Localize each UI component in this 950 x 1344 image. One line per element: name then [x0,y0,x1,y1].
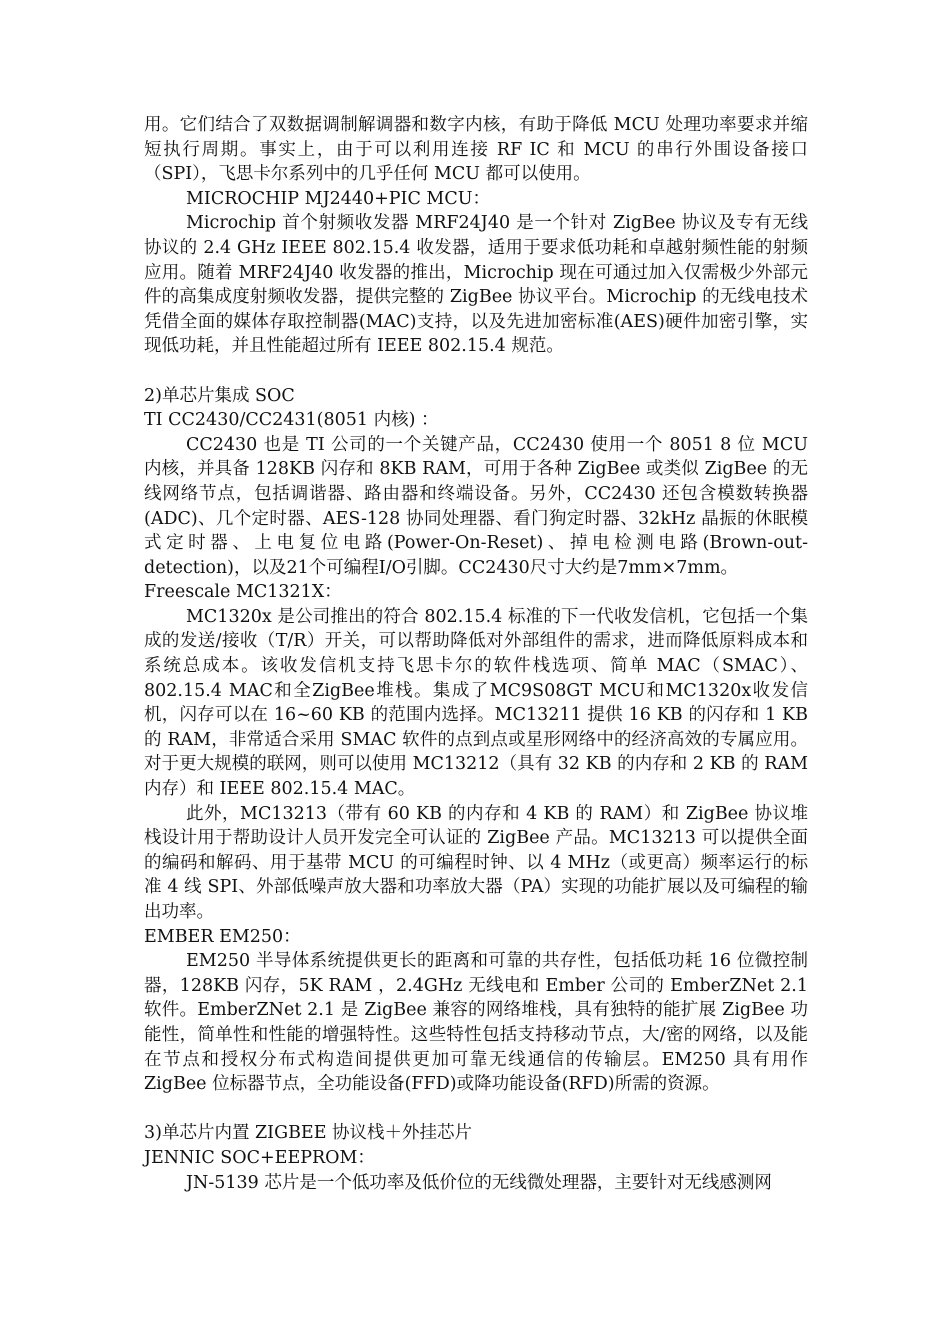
paragraph-mc1320x: MC1320x 是公司推出的符合 802.15.4 标准的下一代收发信机，它包括一个集成的发送/接收（T/R）开关，可以帮助降低对外部组件的需求，进而降低原料成本和系统总成本。该收发信机支持飞思卡尔的软件栈选项、简单 MAC（SMAC）、802.15.4 MAC和全ZigBee堆栈。集成了MC9S08GT MCU和MC1320x收发信机，闪存可以在 16~60 KB 的范围内选择。MC13211 提供 16 KB 的闪存和 1 KB 的 RAM，非常适合采用 SMAC 软件的点到点或星形网络中的经济高效的专属应用。对于更大规模的联网，则可以使用 MC13212（具有 32 KB 的内存和 2 KB 的 RAM 内存）和 IEEE 802.15.4 MAC。 [144,606,808,800]
heading-single-chip-soc: 2)单芯片集成 SOC [144,385,295,406]
paragraph-cc2430: CC2430 也是 TI 公司的一个关键产品，CC2430 使用一个 8051 8 位 MCU 内核，并具备 128KB 闪存和 8KB RAM，可用于各种 ZigBee 或类似 ZigBee 的无线网络节点，包括调谐器、路由器和终端设备。另外，CC2430 还包含模数转换器(ADC)、几个定时器、AES-128 协同处理器、看门狗定时器、32kHz 晶振的休眠模式定时器、上电复位电路(Power-On-Reset)、掉电检测电路(Brown-out-detection)，以及21个可编程I/O引脚。CC2430尺寸大约是7mm×7mm。 [144,434,808,578]
heading-jennic-soc-eeprom: JENNIC SOC+EEPROM： [144,1147,375,1168]
paragraph-freescale-intro-continued: 用。它们结合了双数据调制解调器和数字内核，有助于降低 MCU 处理功率要求并缩短执行周期。事实上，由于可以利用连接 RF IC 和 MCU 的串行外围设备接口（SPI），飞思卡尔系列中的几乎任何 MCU 都可以使用。 [144,115,808,185]
paragraph-em250: EM250 半导体系统提供更长的距离和可靠的共存性，包括低功耗 16 位微控制器，128KB 闪存，5K RAM ，2.4GHz 无线电和 Ember 公司的 EmberZNet 2.1 软件。EmberZNet 2.1 是 ZigBee 兼容的网络堆栈，具有独特的能扩展 ZigBee 功能性，简单性和性能的增强特性。这些特性包括支持移动节点，大/密的网络，以及能在节点和授权分布式构造间提供更加可靠无线通信的传输层。EM250 具有用作 ZigBee 位标器节点，全功能设备(FFD)或降功能设备(RFD)所需的资源。 [144,951,808,1095]
heading-freescale-mc1321x: Freescale MC1321X： [144,582,342,603]
heading-ti-cc2430: TI CC2430/CC2431(8051 内核) ： [144,410,439,431]
paragraph-mc13213: 此外，MC13213（带有 60 KB 的内存和 4 KB 的 RAM）和 ZigBee 协议堆栈设计用于帮助设计人员开发完全可认证的 ZigBee 产品。MC13213 可以提供全面的编码和解码、用于基带 MCU 的可编程时钟、以 4 MHz（或更高）频率运行的标准 4 线 SPI、外部低噪声放大器和功率放大器（PA）实现的功能扩展以及可编程的输出功率。 [144,803,808,922]
blank-line [144,359,808,384]
heading-ember-em250: EMBER EM250： [144,926,301,947]
heading-single-chip-zigbee-stack: 3)单芯片内置 ZIGBEE 协议栈＋外挂芯片 [144,1123,473,1144]
heading-microchip-mj2440: MICROCHIP MJ2440+PIC MCU： [186,188,490,209]
blank-line [144,1097,808,1122]
paragraph-microchip-mrf24j40: Microchip 首个射频收发器 MRF24J40 是一个针对 ZigBee 协议及专有无线协议的 2.4 GHz IEEE 802.15.4 收发器，适用于要求低功耗和卓越射频性能的射频应用。随着 MRF24J40 收发器的推出，Microchip 现在可通过加入仅需极少外部元件的高集成度射频收发器，提供完整的 ZigBee 协议平台。Microchip 的无线电技术凭借全面的媒体存取控制器(MAC)支持，以及先进加密标准(AES)硬件加密引擎，实现低功耗，并且性能超过所有 IEEE 802.15.4 规范。 [144,213,808,357]
paragraph-jn5139: JN-5139 芯片是一个低功率及低价位的无线微处理器，主要针对无线感测网 [186,1172,772,1193]
document-page [144,113,808,1195]
